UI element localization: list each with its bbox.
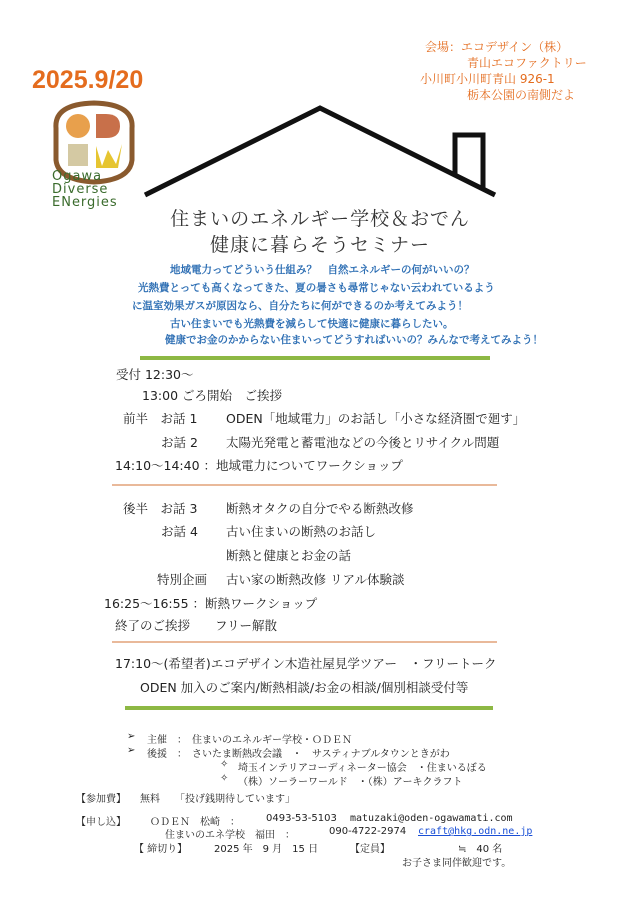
apply-mail-1: matuzaki@oden-ogawamati.com	[350, 813, 513, 824]
schedule-talk-4b: 断熱と健康とお金の話	[226, 548, 352, 563]
deadline-label: 【 締切り】	[134, 844, 188, 855]
capacity-label: 【定員】	[350, 844, 390, 855]
capacity-value: ≒ 40 名	[458, 844, 503, 855]
fee-value: 無料 「投げ銭期待しています」	[140, 794, 295, 805]
schedule-workshop-1: 14:10～14:40 ：地域電力についてワークショップ	[115, 458, 404, 473]
schedule-workshop-2: 16:25～16:55 ：断熱ワークショップ	[104, 596, 318, 611]
organizer-bullet-3: ✧	[220, 759, 229, 770]
divider-peach-1	[112, 484, 497, 486]
divider-green-1	[140, 356, 490, 360]
venue-line-2: 青山エコファクトリー	[467, 56, 587, 70]
schedule-first-half-label: 前半 お話 1	[123, 411, 198, 426]
venue-line-4: 栃本公園の南側だよ	[467, 88, 576, 102]
organizer-host: 主催 ： 住まいのエネルギー学校・ＯＤＥＮ	[147, 735, 352, 746]
divider-green-2	[125, 706, 493, 710]
schedule-consult: ODEN 加入のご案内/断熱相談/お金の相談/個別相談受付等	[140, 680, 469, 695]
intro-line-1: 地域電力ってどういう仕組み？ 自然エネルギーの何がいいの？	[170, 264, 475, 276]
organizer-support-2: 埼玉インテリアコーディネーター協会 ・住まいるぼる	[238, 763, 487, 774]
organizer-support-3: （株）ソーラーワールド ・（株）アーキクラフト	[238, 777, 463, 788]
divider-peach-2	[112, 641, 497, 643]
schedule-special-label: 特別企画	[157, 572, 208, 587]
organizer-bullet-4: ✧	[220, 773, 229, 784]
logo-text-energies: ENergies	[52, 195, 118, 210]
schedule-talk-4-label: お話 4	[161, 524, 198, 539]
fee-label: 【参加費】	[76, 794, 126, 805]
event-date: 2025.9/20	[32, 66, 144, 94]
schedule-reception: 受付 12:30～	[116, 367, 194, 382]
schedule-tour: 17:10～(希望者)エコデザイン木造社屋見学ツアー ・フリートーク	[115, 656, 497, 671]
schedule-special: 古い家の断熱改修 リアル体験談	[226, 572, 405, 587]
schedule-talk-3: 断熱オタクの自分でやる断熱改修	[226, 501, 414, 516]
organizer-bullet-1: ➢	[127, 731, 136, 742]
apply-mail-2-link[interactable]: craft@hkg.odn.ne.jp	[418, 826, 533, 837]
intro-line-2: 光熱費とっても高くなってきた、夏の暑さも尋常じゃない云われているよう	[138, 282, 495, 294]
venue-line-3: 小川町小川町青山 926-1	[420, 72, 555, 86]
schedule-talk-1: ODEN「地域電力」のお話し「小さな経済圏で廻す」	[226, 411, 526, 426]
organizer-bullet-2: ➢	[127, 745, 136, 756]
schedule-talk-4: 古い住まいの断熱のお話し	[226, 524, 377, 539]
schedule-closing: 終了のご挨拶 フリー解散	[115, 618, 278, 633]
seminar-title-line-1: 住まいのエネルギー学校＆おでん	[170, 208, 470, 230]
apply-tel-1: 0493-53-5103	[266, 813, 337, 824]
schedule-start: 13:00 ごろ開始 ご挨拶	[142, 388, 282, 403]
intro-line-3: に温室効果ガスが原因なら、自分たちに何ができるのか考えてみよう！	[132, 300, 468, 312]
schedule-talk-2: 太陽光発電と蓄電池などの今後とリサイクル問題	[226, 435, 500, 450]
logo-text-ogawa: Ogawa	[52, 169, 103, 184]
schedule-talk-2-label: お話 2	[161, 435, 198, 450]
deadline-date: 2025 年 9 月 15 日	[214, 844, 319, 855]
apply-name-1: ＯＤＥＮ 松崎 ：	[150, 817, 240, 828]
schedule-second-half-label: 後半 お話 3	[123, 501, 198, 516]
intro-line-4: 古い住まいでも光熱費を減らして快適に健康に暮らしたい。	[170, 318, 454, 330]
logo-text-diverse: Diverse	[52, 182, 109, 197]
venue-line-1: 会場：エコデザイン（株）	[425, 40, 569, 54]
seminar-title-line-2: 健康に暮らそうセミナー	[209, 234, 430, 256]
children-welcome-note: お子さま同伴歓迎です。	[402, 858, 512, 869]
organizer-support: 後援 ： さいたま断熱改会議 ・ サスティナブルタウンときがわ	[147, 749, 450, 760]
apply-tel-2: 090-4722-2974	[329, 826, 407, 837]
apply-name-2: 住まいのエネ学校 福田 ：	[165, 830, 295, 841]
apply-label: 【申し込】	[76, 817, 126, 828]
intro-line-5: 健康でお金のかからない住まいってどうすればいいの？みんなで考えてみよう！	[165, 334, 543, 346]
